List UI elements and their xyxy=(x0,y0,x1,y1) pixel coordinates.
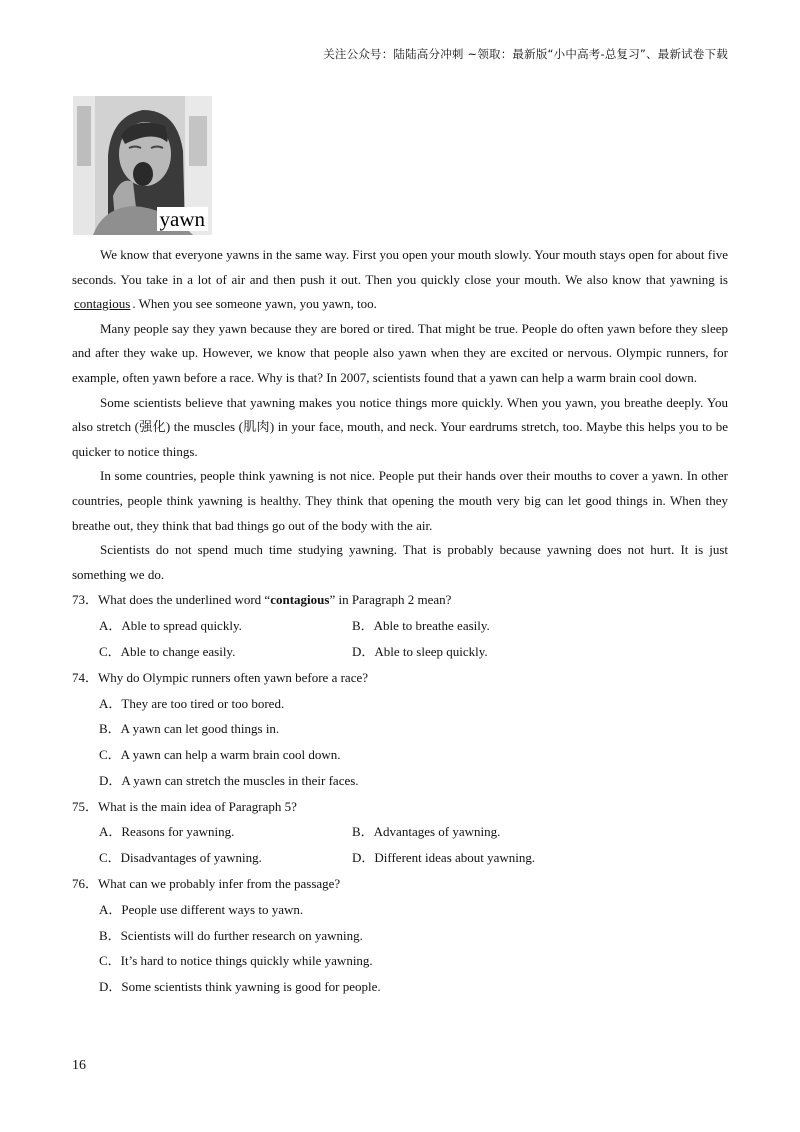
option-c: C．Disadvantages of yawning. xyxy=(99,850,262,866)
question-75 xyxy=(72,794,728,871)
option-list xyxy=(72,691,728,794)
paragraph-1-text-a: We know that everyone yawns in the same way. First you open your mouth slowly. Your mouth stays open for about five seconds. You take in a lot of air and then push it out. Then you quickly close your mouth. We also know that yawning is xyxy=(72,247,728,287)
paragraph-3: Some scientists believe that yawning makes you notice things more quickly. When you yawn, you breathe deeply. You also stretch (强化) the muscles (肌肉) in your face, mouth, and neck. Your eardrums stretch, too. Maybe this helps you to be quicker to notice things. xyxy=(72,394,728,459)
option-d: D．A yawn can stretch the muscles in their faces. xyxy=(99,772,359,788)
question-text: 73．What does the underlined word “ xyxy=(72,592,271,608)
option-d: D．Some scientists think yawning is good for people. xyxy=(99,979,381,995)
option-a: A．People use different ways to yawn. xyxy=(99,901,304,917)
paragraph-4: In some countries, people think yawning is not nice. People put their hands over their mouths to cover a yawn. In other countries, people think yawning is healthy. They think that opening the mouth very big can let good things in. When they breathe out, they think that bad things go out of the body with the air. xyxy=(72,468,728,533)
option-list xyxy=(72,613,728,665)
option-a: A．Able to spread quickly. xyxy=(99,618,242,634)
question-74 xyxy=(72,665,728,794)
paragraph-1 xyxy=(72,243,728,317)
question-76 xyxy=(72,871,728,1000)
paragraph-5: Scientists do not spend much time studying yawning. That is probably because yawning does not hurt. It is just something we do. xyxy=(72,542,728,582)
option-c: C．A yawn can help a warm brain cool down. xyxy=(99,747,341,763)
option-a: A．Reasons for yawning. xyxy=(99,824,235,840)
photo-caption: yawn xyxy=(157,207,209,231)
option-d: D．Able to sleep quickly. xyxy=(352,643,488,659)
page-number: 16 xyxy=(72,1058,86,1073)
option-list xyxy=(72,819,728,871)
page-header: 关注公众号：陆陆高分冲刺 ~领取：最新版“小中高考-总复习”、最新试卷下载 xyxy=(323,47,728,61)
option-list xyxy=(72,897,728,1000)
option-c: C．Able to change easily. xyxy=(99,643,236,659)
question-stem: 76．What can we probably infer from the passage? xyxy=(72,876,341,892)
option-b: B．Able to breathe easily. xyxy=(352,618,490,634)
option-c: C．It’s hard to notice things quickly while yawning. xyxy=(99,953,373,969)
question-text: ” in Paragraph 2 mean? xyxy=(329,592,452,608)
yawn-photo xyxy=(73,96,212,235)
question-73 xyxy=(72,587,728,664)
underlined-word: contagious xyxy=(74,296,131,312)
option-b: B．A yawn can let good things in. xyxy=(99,721,280,737)
exam-content xyxy=(72,243,728,1000)
paragraph-1-text-b: . When you see someone yawn, you yawn, too. xyxy=(132,296,377,312)
option-b: B．Advantages of yawning. xyxy=(352,824,501,840)
question-stem xyxy=(72,587,728,613)
option-a: A．They are too tired or too bored. xyxy=(99,695,285,711)
question-stem: 74．Why do Olympic runners often yawn before a race? xyxy=(72,669,368,685)
option-d: D．Different ideas about yawning. xyxy=(352,850,536,866)
option-b: B．Scientists will do further research on yawning. xyxy=(99,927,363,943)
question-stem: 75．What is the main idea of Paragraph 5? xyxy=(72,798,297,814)
question-keyword: contagious xyxy=(270,592,330,608)
paragraph-2: Many people say they yawn because they are bored or tired. That might be true. People do often yawn before they sleep and after they wake up. However, we know that people also yawn when they are excited or nervous. Olympic runners, for example, often yawn before a race. Why is that? In 2007, scientists found that a yawn can help a warm brain cool down. xyxy=(72,320,728,385)
